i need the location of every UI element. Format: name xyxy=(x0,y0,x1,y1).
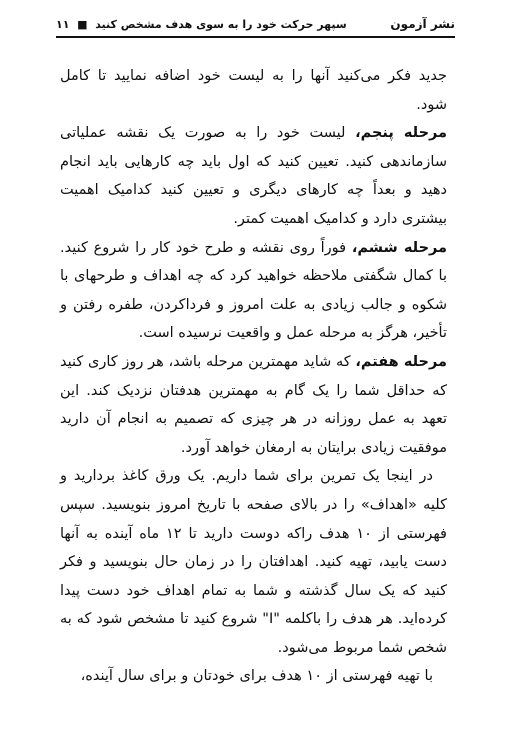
running-title xyxy=(56,18,347,31)
paragraph xyxy=(60,662,447,691)
stage-label: مرحله هفتم، xyxy=(355,353,448,370)
paragraph-text: با تهیه فهرستی از ۱۰ هدف برای خودتان و برای سال آینده، xyxy=(80,668,433,685)
stage-label: مرحله ششم، xyxy=(351,239,448,256)
paragraph-text: در اینجا یک تمرین برای شما داریم. یک ورق کاغذ بردارید و کلیه «اهداف» را در بالای صفحه با تاریخ امروز بنویسید. سپس فهرستی از ۱۰ هدف راکه دوست دارید تا ۱۲ ماه آینده به آنها دست یابید، تهیه کنید. اهدافتان را در زمان حال بنویسید و فکر کنید که یک سال گذشته و شما به تمام اهداف خود دست پیدا کرده‌اید. هر هدف را باکلمه "I" شروع کنید تا مشخص شود که به شخص شما مربوط می‌شود. xyxy=(60,468,447,656)
paragraph xyxy=(60,234,447,348)
header-divider xyxy=(56,36,455,38)
paragraph xyxy=(60,462,447,662)
paragraph-text: لیست خود را به صورت یک نقشه عملیاتی سازماندهی کنید. تعیین کنید که اول باید چه کارهایی باید انجام دهید و بعداً چه کارهای دیگری و تعیین کنید کدامیک اهمیت بیشتری دارد و کدامیک اهمیت کمتر. xyxy=(60,125,447,227)
page-number: ۱۱ xyxy=(56,17,70,31)
chapter-title: سپهر حرکت خود را به سوی هدف مشخص کنید xyxy=(95,17,347,31)
paragraph-text: فوراً روی نقشه و طرح خود کار را شروع کنید. با کمال شگفتی ملاحظه خواهید کرد که چه اهداف و طرحهای با شکوه و جالب زیادی به علت امروز و فرداکردن، طفره رفتن و تأخیر، هرگز به مرحله عمل و واقعیت نرسیده است. xyxy=(60,239,447,342)
paragraph-text: جدید فکر می‌کنید آنها را به لیست خود اضافه نمایید تا کامل شود. xyxy=(60,68,447,113)
header-separator: ■ xyxy=(73,17,92,31)
paragraph xyxy=(60,119,447,233)
paragraph-text: که شاید مهمترین مرحله باشد، هر روز کاری کنید که حداقل شما را یک گام به مهمترین هدفتان نزدیک کند. این تعهد به عمل روزانه در هر چیزی که تصمیم به انجام آن دارید موفقیت زیادی برایتان به ارمغان خواهد آورد. xyxy=(60,353,447,456)
series-title: نشر آزمون xyxy=(390,17,455,31)
page-header xyxy=(56,14,455,34)
body-text xyxy=(60,62,447,691)
stage-label: مرحله پنجم، xyxy=(355,125,448,142)
paragraph xyxy=(60,62,447,119)
paragraph xyxy=(60,348,447,462)
